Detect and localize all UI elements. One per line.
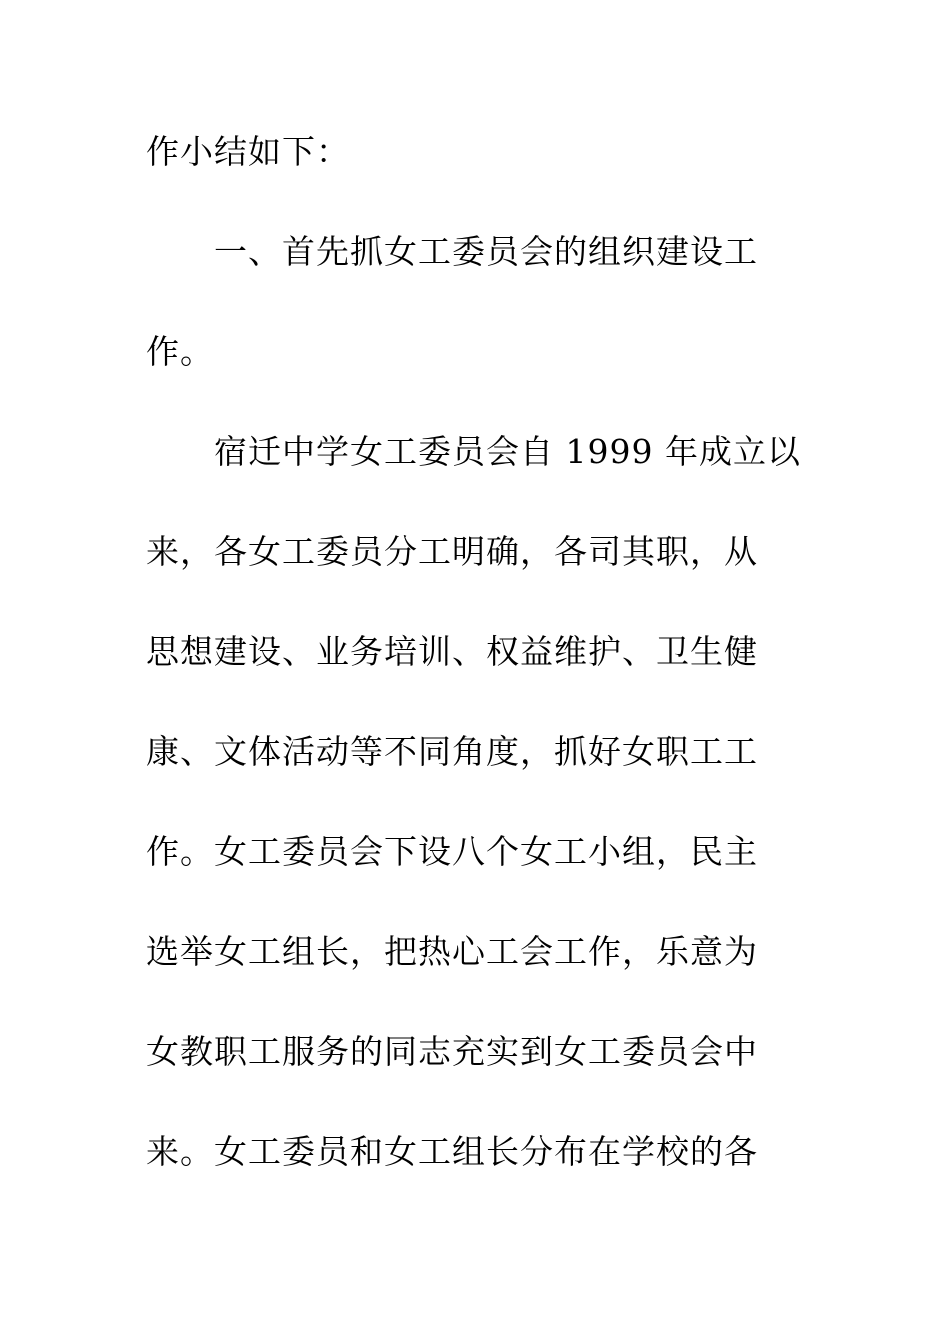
- text-line: 选举女工组长，把热心工会工作，乐意为: [146, 932, 758, 971]
- text-line: 女教职工服务的同志充实到女工委员会中: [146, 1032, 758, 1071]
- text-line: 作。女工委员会下设八个女工小组，民主: [146, 832, 758, 871]
- text-line: 作小结如下：: [146, 132, 350, 171]
- text-line: 康、文体活动等不同角度，抓好女职工工: [146, 732, 758, 771]
- text-line: 思想建设、业务培训、权益维护、卫生健: [146, 632, 758, 671]
- text-line: 来，各女工委员分工明确，各司其职，从: [146, 532, 758, 571]
- paragraph-first-line: 宿迁中学女工委员会自 1999 年成立以: [214, 432, 801, 471]
- section-heading: 一、首先抓女工委员会的组织建设工: [214, 232, 758, 271]
- text-line: 来。女工委员和女工组长分布在学校的各: [146, 1132, 758, 1171]
- text-line: 作。: [146, 332, 214, 371]
